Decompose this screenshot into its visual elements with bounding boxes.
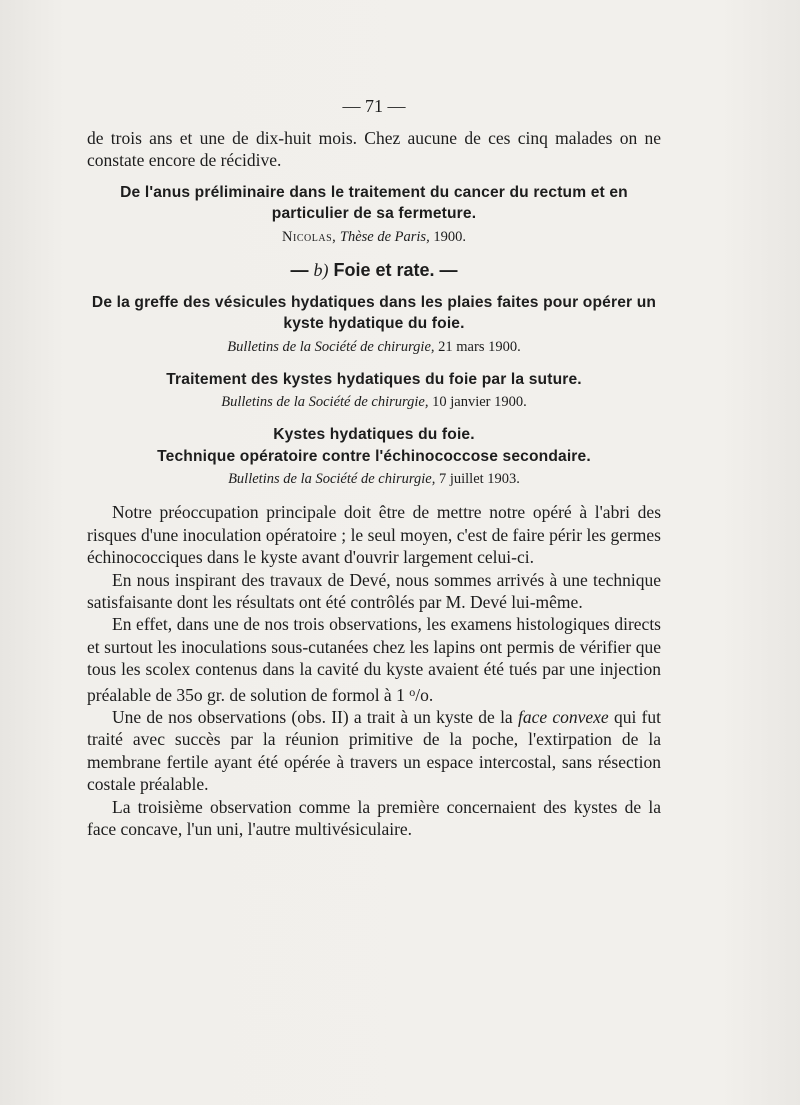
section-heading-foie-et-rate <box>87 260 661 281</box>
section-letter: b) <box>313 259 329 280</box>
body-paragraph-4 <box>87 706 661 796</box>
paragraph-text: En effet, dans une de nos trois observations, les examens histologiques directs et surtout les inoculations sous-cutanées chez les lapins ont permis de vérifier que tous les scolex contenus dans la cavité du kyste avaient été tués par une injection préalable de 35o gr. de solution de formol à 1 <box>87 614 661 705</box>
entry-title-line-2: Technique opératoire contre l'échinococcose secondaire. <box>157 447 591 465</box>
citation-source: Bulletins de la Société de chirurgie, <box>221 394 429 411</box>
continuation-paragraph: de trois ans et une de dix-huit mois. Chez aucune de ces cinq malades on ne constate encore de récidive. <box>87 128 661 171</box>
citation-date: 21 mars 1900. <box>438 338 521 355</box>
entry-citation <box>87 337 661 357</box>
paragraph-emphasis: face convexe <box>517 706 609 727</box>
entry-title-traitement-suture: Traitement des kystes hydatiques du foie par la suture. <box>166 370 582 388</box>
entry-title-line-1: Kystes hydatiques du foie. <box>273 426 475 444</box>
citation-date: 10 janvier 1900. <box>432 394 527 411</box>
citation-source: Bulletins de la Société de chirurgie, <box>228 471 436 488</box>
entry-title-greffe-vesicules: De la greffe des vésicules hydatiques dans les plaies faites pour opérer un kyste hydatique du foie. <box>91 293 657 333</box>
section-dash-right: — <box>439 259 458 280</box>
citation-date: 1900. <box>433 228 466 245</box>
citation-source: Thèse de Paris, <box>339 228 430 245</box>
citation-date: 7 juillet 1903. <box>438 471 520 488</box>
paragraph-text: Une de nos observations (obs. II) a trait à un kyste de la <box>112 706 513 727</box>
page-number: — 71 — <box>342 96 406 116</box>
body-paragraph-3 <box>87 613 661 706</box>
citation-source: Bulletins de la Société de chirurgie, <box>227 338 435 355</box>
body-paragraph-1: Notre préoccupation principale doit être de mettre notre opéré à l'abri des risques d'une inoculation opératoire ; le seul moyen, c'est de faire périr les germes échinococciques dans le kyste avant d'ouvrir largement celui-ci. <box>87 502 661 568</box>
section-dash-left: — <box>290 259 309 280</box>
citation-author: Nicolas, <box>282 228 337 245</box>
entry-citation <box>87 469 661 489</box>
body-paragraph-5: La troisième observation comme la première concernaient des kystes de la face concave, l'un uni, l'autre multivésiculaire. <box>87 796 661 839</box>
body-paragraph-2: En nous inspirant des travaux de Devé, nous sommes arrivés à une technique satisfaisante dont les résultats ont été contrôlés par M. Devé lui-même. <box>87 569 661 612</box>
entry-citation <box>87 227 661 247</box>
entry-citation <box>87 392 661 412</box>
section-title: Foie et rate. <box>333 259 435 280</box>
entry-title-anus-preliminaire: De l'anus préliminaire dans le traitement du cancer du rectum et en particulier de sa fermeture. <box>120 183 628 223</box>
paragraph-text-end: /o. <box>415 684 434 705</box>
entry-title-kystes-hydatiques <box>87 424 661 467</box>
paragraph-text-end: qui fut traité avec succès par la réunion primitive de la poche, l'extirpation de la membrane fertile ayant été opérée à travers un espace intercostal, sans résection costale préalable. <box>87 706 661 795</box>
text-column <box>87 96 661 840</box>
percent-superscript: o <box>409 684 416 699</box>
